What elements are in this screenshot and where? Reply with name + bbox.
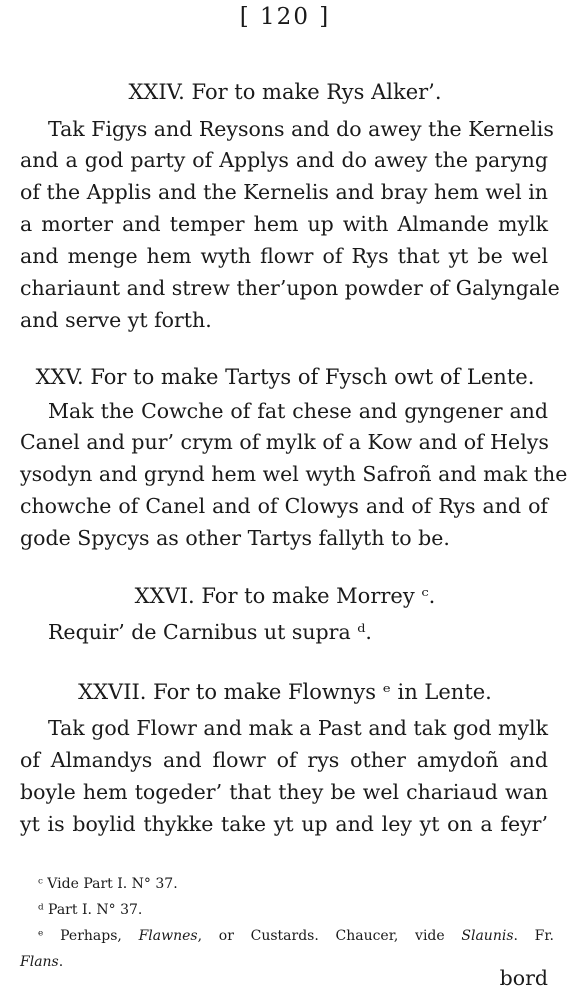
footnote-e-flawnes: Flawnes (138, 928, 198, 944)
text-line: of the Applis and the Kernelis and bray hem wel in (20, 180, 548, 204)
footnote-e (38, 928, 554, 944)
text-line: yt is boylid thykke take yt up and ley yt on a feyr’ (20, 812, 548, 836)
footnote-e-mid: , or Custards. Chaucer, vide (197, 928, 462, 944)
footnote-e-continued (20, 954, 63, 970)
text-line: and menge hem wyth flowr of Rys that yt be wel (20, 244, 548, 268)
text-line: and a god party of Applys and do awey the paryng (20, 148, 548, 172)
text-line: Requir’ de Carnibus ut supra ᵈ. (48, 620, 372, 644)
footnote-e-end: . (58, 954, 64, 970)
text-line: a morter and temper hem up with Almande mylk (20, 212, 548, 236)
text-line: and serve yt forth. (20, 308, 212, 332)
text-line: Canel and pur’ crym of mylk of a Kow and of Helys (20, 430, 549, 454)
footnote-e-lead: ᵉ Perhaps, (38, 928, 139, 944)
recipe-heading: XXVII. For to make Flownys ᵉ in Lente. (78, 680, 492, 704)
text-line: Tak Figys and Reysons and do awey the Kernelis (48, 117, 554, 141)
footnote-c: ᶜ Vide Part I. N° 37. (38, 876, 178, 892)
recipe-heading: XXV. For to make Tartys of Fysch owt of Lente. (35, 365, 535, 389)
text-line: chowche of Canel and of Clowys and of Rys and of (20, 494, 548, 518)
text-line: boyle hem togeder’ that they be wel chariaud wan (20, 780, 548, 804)
text-line: chariaunt and strew ther’upon powder of Galyngale (20, 276, 560, 300)
footnote-d: ᵈ Part I. N° 37. (38, 902, 143, 918)
page-number: [ 120 ] (239, 4, 331, 30)
recipe-heading: XXIV. For to make Rys Alker’. (128, 80, 442, 104)
text-line: gode Spycys as other Tartys fallyth to be. (20, 526, 450, 550)
footnote-e-slaunis: Slaunis (461, 928, 514, 944)
recipe-heading: XXVI. For to make Morrey ᶜ. (134, 584, 436, 608)
footnote-e-fr: . Fr. (513, 928, 554, 944)
text-line: Mak the Cowche of fat chese and gyngener and (48, 399, 548, 423)
footnote-e-flans: Flans (20, 954, 59, 970)
text-line: ysodyn and grynd hem wel wyth Safroñ and mak the (20, 462, 568, 486)
text-line: Tak god Flowr and mak a Past and tak god mylk (48, 716, 548, 740)
catchword: bord (499, 966, 548, 990)
text-line: of Almandys and flowr of rys other amydoñ and (20, 748, 548, 772)
